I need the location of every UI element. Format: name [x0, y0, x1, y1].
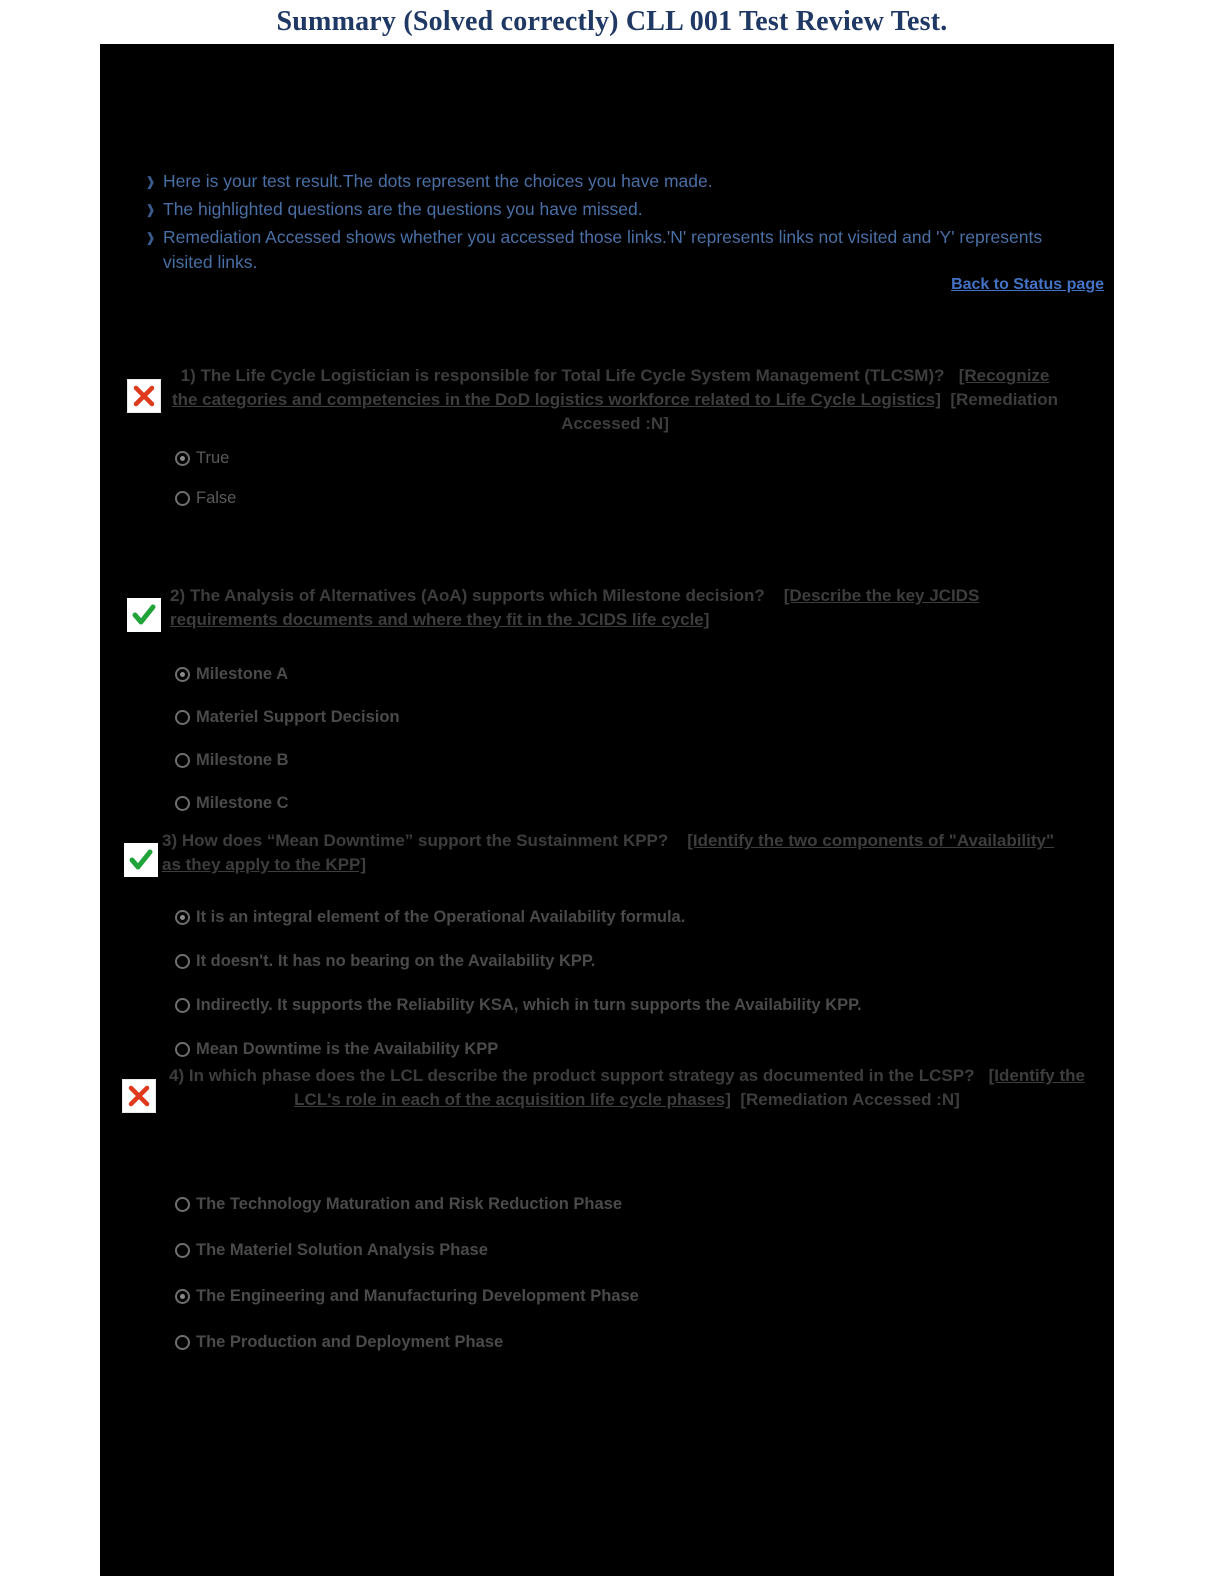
option-row[interactable]	[175, 1039, 862, 1059]
question-statement: How does “Mean Downtime” support the Sustainment KPP?	[181, 831, 669, 850]
instruction-text: Remediation Accessed shows whether you accessed those links.'N' represents links not visited and 'Y' represents visited links.	[163, 227, 1043, 272]
radio-button[interactable]	[175, 910, 190, 925]
instruction-text: The highlighted questions are the questions you have missed.	[163, 199, 643, 219]
option-row[interactable]	[175, 793, 400, 813]
question-number: 4)	[169, 1066, 185, 1085]
option-row[interactable]	[175, 448, 236, 468]
option-row[interactable]	[175, 907, 862, 927]
list-item	[145, 169, 1105, 195]
question-text	[162, 829, 1072, 877]
question-4	[100, 1064, 1114, 1351]
option-label: It is an integral element of the Operational Availability formula.	[196, 908, 686, 926]
option-label: The Engineering and Manufacturing Development Phase	[196, 1287, 639, 1305]
question-text	[162, 1064, 1092, 1112]
options-list	[175, 907, 862, 1073]
instruction-text: Here is your test result.The dots represent the choices you have made.	[163, 171, 713, 191]
option-row[interactable]	[175, 664, 400, 684]
option-label: The Production and Deployment Phase	[196, 1333, 504, 1351]
option-label: The Technology Maturation and Risk Reduction Phase	[196, 1195, 622, 1213]
question-3	[100, 829, 1114, 1058]
option-row[interactable]	[175, 995, 862, 1015]
radio-button[interactable]	[175, 753, 190, 768]
option-label: It doesn't. It has no bearing on the Availability KPP.	[196, 952, 596, 970]
remediation-link[interactable]: [Identify the LCL's role in each of the acquisition life cycle phases]	[294, 1066, 1085, 1109]
options-list	[175, 664, 400, 827]
question-1	[100, 364, 1114, 507]
incorrect-icon	[127, 379, 161, 413]
option-row[interactable]	[175, 707, 400, 727]
option-label: Indirectly. It supports the Reliability KSA, which in turn supports the Availability KPP.	[196, 996, 862, 1014]
option-label: True	[196, 449, 230, 467]
document-body	[100, 44, 1114, 1576]
question-text	[170, 584, 1070, 632]
question-statement: The Analysis of Alternatives (AoA) supports which Milestone decision?	[189, 586, 765, 605]
radio-button[interactable]	[175, 667, 190, 682]
list-item	[145, 197, 1105, 223]
options-list	[175, 1194, 639, 1366]
radio-button[interactable]	[175, 710, 190, 725]
option-row[interactable]	[175, 1286, 639, 1306]
option-row[interactable]	[175, 750, 400, 770]
radio-button[interactable]	[175, 1042, 190, 1057]
incorrect-icon	[122, 1079, 156, 1113]
radio-button[interactable]	[175, 491, 190, 506]
list-item	[145, 225, 1105, 275]
radio-button[interactable]	[175, 451, 190, 466]
option-label: Milestone C	[196, 794, 289, 812]
radio-button[interactable]	[175, 1197, 190, 1212]
correct-icon	[127, 598, 161, 632]
radio-button[interactable]	[175, 954, 190, 969]
back-link-container	[100, 276, 1104, 294]
question-statement: The Life Cycle Logistician is responsible for Total Life Cycle System Management (TLCSM)?	[200, 366, 945, 385]
correct-icon	[124, 843, 158, 877]
radio-button[interactable]	[175, 796, 190, 811]
option-label: False	[196, 489, 237, 507]
option-label: Mean Downtime is the Availability KPP	[196, 1040, 499, 1058]
radio-button[interactable]	[175, 1335, 190, 1350]
option-label: Milestone A	[196, 665, 288, 683]
radio-button[interactable]	[175, 1289, 190, 1304]
question-number: 3)	[162, 831, 178, 850]
bullet-icon: ❱	[145, 230, 156, 245]
options-list	[175, 448, 236, 522]
option-label: The Materiel Solution Analysis Phase	[196, 1241, 488, 1259]
question-2	[100, 584, 1114, 812]
option-label: Materiel Support Decision	[196, 708, 400, 726]
option-label: Milestone B	[196, 751, 289, 769]
radio-button[interactable]	[175, 998, 190, 1013]
remediation-status: [Remediation Accessed :N]	[561, 390, 1059, 433]
option-row[interactable]	[175, 951, 862, 971]
option-row[interactable]	[175, 1332, 639, 1352]
remediation-status: [Remediation Accessed :N]	[740, 1090, 960, 1109]
question-number: 2)	[170, 586, 186, 605]
question-text	[170, 364, 1060, 436]
option-row[interactable]	[175, 488, 236, 508]
remediation-link[interactable]: [Describe the key JCIDS requirements documents and where they fit in the JCIDS life cycle]	[170, 586, 980, 629]
remediation-link[interactable]: [Recognize the categories and competencies in the DoD logistics workforce related to Life Cycle Logistics]	[171, 366, 1050, 409]
remediation-link[interactable]: [Identify the two components of "Availability" as they apply to the KPP]	[162, 831, 1055, 874]
radio-button[interactable]	[175, 1243, 190, 1258]
question-number: 1)	[180, 366, 196, 385]
bullet-icon: ❱	[145, 202, 156, 217]
back-to-status-page-link[interactable]: Back to Status page	[951, 276, 1104, 293]
question-statement: In which phase does the LCL describe the product support strategy as documented in the LCSP?	[188, 1066, 975, 1085]
page-title: Summary (Solved correctly) CLL 001 Test Review Test.	[276, 6, 948, 37]
option-row[interactable]	[175, 1240, 639, 1260]
option-row[interactable]	[175, 1194, 639, 1214]
bullet-icon: ❱	[145, 174, 156, 189]
instructions-list	[145, 169, 1105, 277]
